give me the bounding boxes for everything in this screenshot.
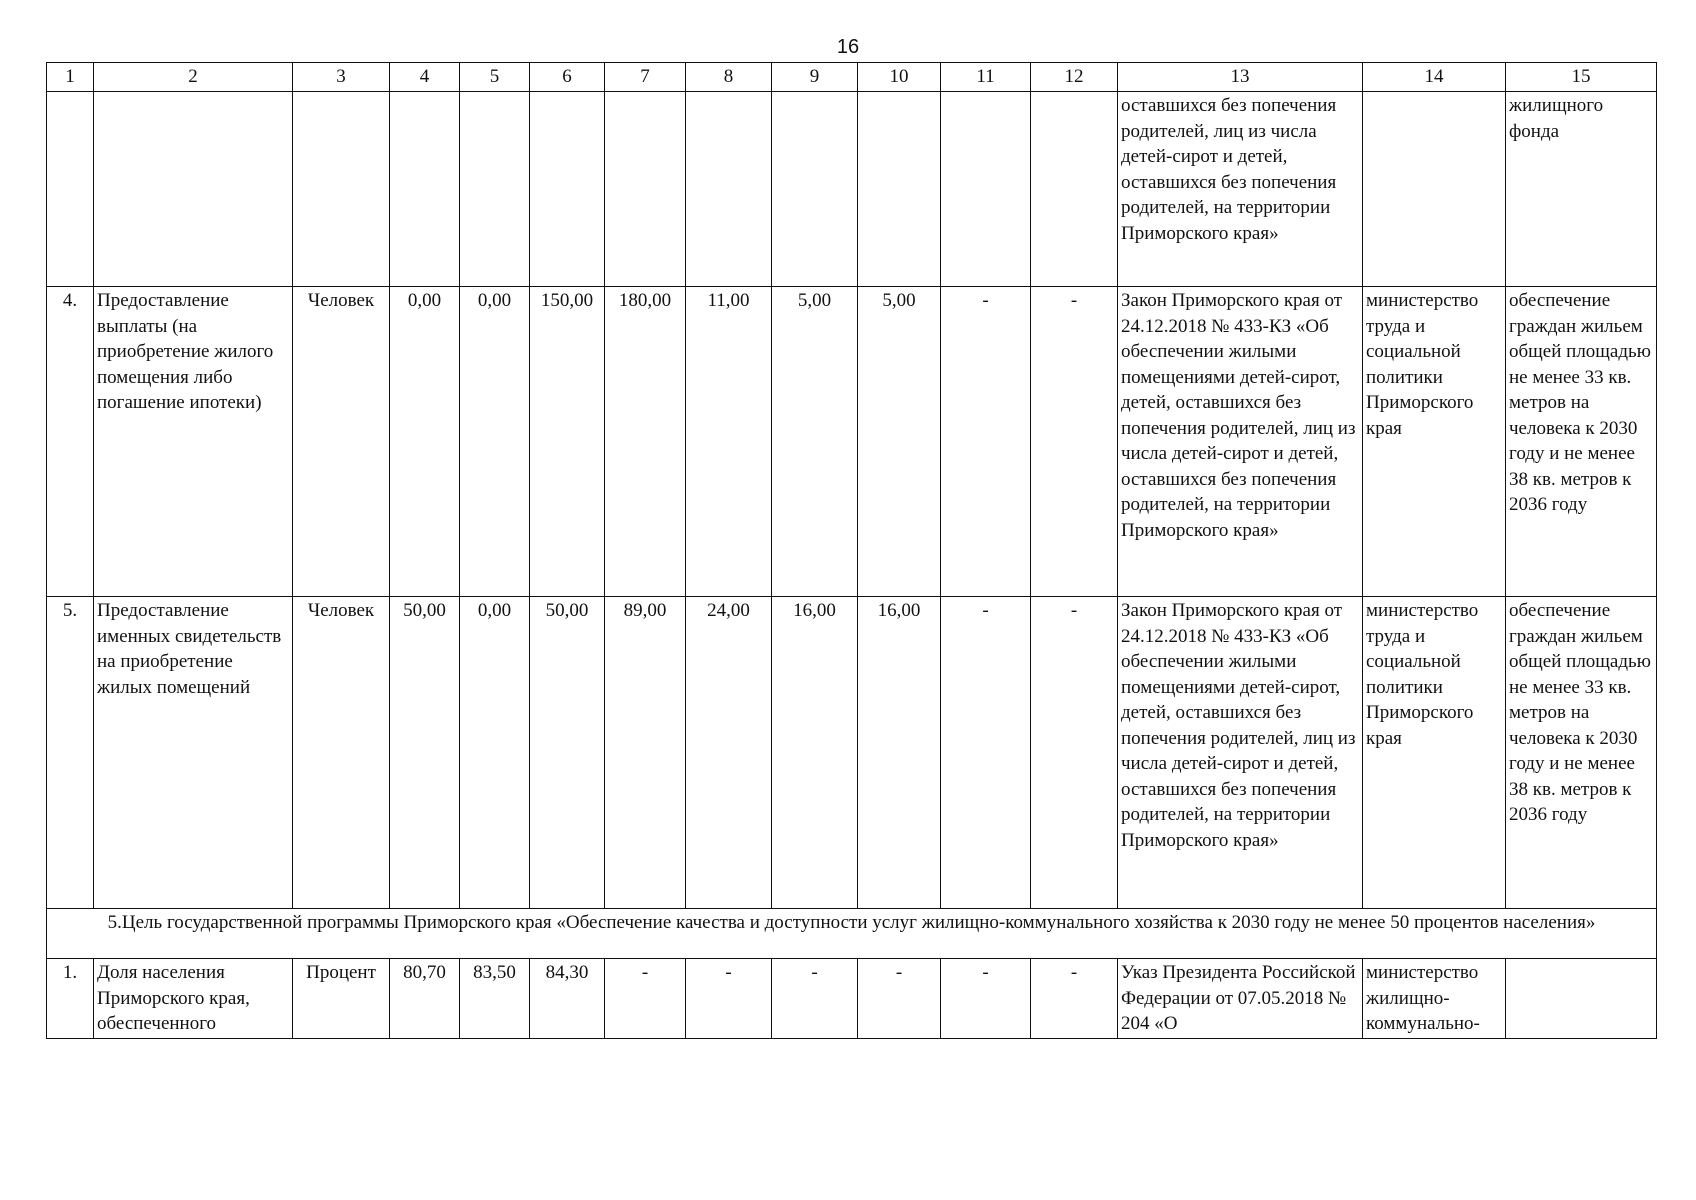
header-cell: 4 <box>390 63 460 92</box>
header-cell: 8 <box>686 63 772 92</box>
value-cell: 24,00 <box>686 597 772 909</box>
value-cell: - <box>686 959 772 1039</box>
indicator-name-cell: Предоставление именных свидетельств на приобретение жилых помещений <box>94 597 293 909</box>
unit-cell: Процент <box>293 959 390 1039</box>
section-goal-row <box>47 909 1657 959</box>
goal-link-cell: обеспечение граждан жильем общей площадью не менее 33 кв. метров на человека к 2030 году и не менее 38 кв. метров к 2036 году <box>1506 287 1657 597</box>
header-cell: 10 <box>858 63 941 92</box>
value-cell: 5,00 <box>858 287 941 597</box>
responsible-cell: министерство труда и социальной политики Приморского края <box>1363 287 1506 597</box>
responsible-cell: министерство жилищно-коммунально- <box>1363 959 1506 1039</box>
table-row <box>47 959 1657 1039</box>
value-cell: 0,00 <box>460 287 530 597</box>
value-cell: 84,30 <box>530 959 605 1039</box>
value-cell: - <box>1031 287 1118 597</box>
value-cell: - <box>1031 959 1118 1039</box>
goal-link-cell <box>1506 959 1657 1039</box>
value-cell: - <box>941 959 1031 1039</box>
indicator-name-cell: Доля населения Приморского края, обеспеченного <box>94 959 293 1039</box>
value-cell: 83,50 <box>460 959 530 1039</box>
value-cell: 80,70 <box>390 959 460 1039</box>
value-cell: 180,00 <box>605 287 686 597</box>
legal-basis-cell: оставшихся без попечения родителей, лиц из числа детей-сирот и детей, оставшихся без попечения родителей, на территории Приморского края» <box>1118 92 1363 287</box>
header-cell: 6 <box>530 63 605 92</box>
indicator-name-cell: Предоставление выплаты (на приобретение жилого помещения либо погашение ипотеки) <box>94 287 293 597</box>
value-cell <box>605 92 686 287</box>
value-cell: 50,00 <box>390 597 460 909</box>
value-cell: 50,00 <box>530 597 605 909</box>
value-cell <box>858 92 941 287</box>
header-cell: 11 <box>941 63 1031 92</box>
value-cell: 16,00 <box>772 597 858 909</box>
value-cell: - <box>772 959 858 1039</box>
unit-cell <box>293 92 390 287</box>
value-cell <box>941 92 1031 287</box>
value-cell: 89,00 <box>605 597 686 909</box>
value-cell: - <box>1031 597 1118 909</box>
value-cell: 0,00 <box>460 597 530 909</box>
legal-basis-cell: Указ Президента Российской Федерации от 07.05.2018 № 204 «О <box>1118 959 1363 1039</box>
value-cell: 0,00 <box>390 287 460 597</box>
legal-basis-cell: Закон Приморского края от 24.12.2018 № 433-КЗ «Об обеспечении жилыми помещениями детей-сирот, детей, оставшихся без попечения родителей, лиц из числа детей-сирот и детей, оставшихся без попечения родителей, на территории Приморского края» <box>1118 287 1363 597</box>
goal-link-cell: обеспечение граждан жильем общей площадью не менее 33 кв. метров на человека к 2030 году и не менее 38 кв. метров к 2036 году <box>1506 597 1657 909</box>
responsible-cell <box>1363 92 1506 287</box>
value-cell <box>1031 92 1118 287</box>
header-row <box>47 63 1657 92</box>
value-cell <box>772 92 858 287</box>
value-cell: - <box>605 959 686 1039</box>
table-row <box>47 287 1657 597</box>
header-cell: 7 <box>605 63 686 92</box>
unit-cell: Человек <box>293 597 390 909</box>
indicator-name-cell <box>94 92 293 287</box>
header-cell: 2 <box>94 63 293 92</box>
value-cell: - <box>858 959 941 1039</box>
row-number-cell: 4. <box>47 287 94 597</box>
row-number-cell: 5. <box>47 597 94 909</box>
value-cell: - <box>941 287 1031 597</box>
row-number-cell: 1. <box>47 959 94 1039</box>
table-row <box>47 597 1657 909</box>
value-cell: 11,00 <box>686 287 772 597</box>
section-goal: 5.Цель государственной программы Приморского края «Обеспечение качества и доступности услуг жилищно-коммунального хозяйства к 2030 году не менее 50 процентов населения» <box>47 909 1657 959</box>
header-cell: 12 <box>1031 63 1118 92</box>
header-cell: 13 <box>1118 63 1363 92</box>
legal-basis-cell: Закон Приморского края от 24.12.2018 № 433-КЗ «Об обеспечении жилыми помещениями детей-сирот, детей, оставшихся без попечения родителей, лиц из числа детей-сирот и детей, оставшихся без попечения родителей, на территории Приморского края» <box>1118 597 1363 909</box>
value-cell: 5,00 <box>772 287 858 597</box>
header-cell: 5 <box>460 63 530 92</box>
value-cell <box>686 92 772 287</box>
value-cell <box>390 92 460 287</box>
header-cell: 1 <box>47 63 94 92</box>
value-cell: 150,00 <box>530 287 605 597</box>
page-number: 16 <box>836 36 860 58</box>
header-cell: 14 <box>1363 63 1506 92</box>
value-cell <box>530 92 605 287</box>
value-cell: - <box>941 597 1031 909</box>
header-cell: 3 <box>293 63 390 92</box>
responsible-cell: министерство труда и социальной политики Приморского края <box>1363 597 1506 909</box>
value-cell <box>460 92 530 287</box>
indicators-table <box>46 62 1657 1039</box>
value-cell: 16,00 <box>858 597 941 909</box>
goal-link-cell: жилищного фонда <box>1506 92 1657 287</box>
unit-cell: Человек <box>293 287 390 597</box>
row-number-cell <box>47 92 94 287</box>
table-row <box>47 92 1657 287</box>
header-cell: 9 <box>772 63 858 92</box>
header-cell: 15 <box>1506 63 1657 92</box>
